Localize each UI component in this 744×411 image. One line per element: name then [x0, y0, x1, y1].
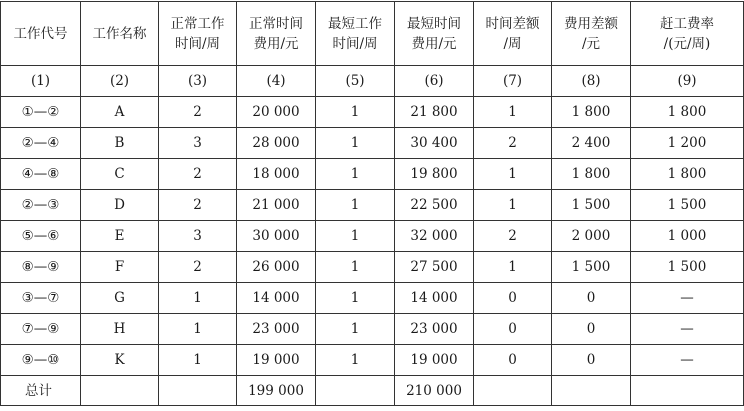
cell-crash-cost: 19 800 — [395, 159, 474, 190]
cell-cost-difference: 1 800 — [552, 97, 631, 128]
total-label: 总计 — [1, 376, 81, 406]
cell-crash-rate: 1 800 — [631, 97, 744, 128]
header-row — [1, 2, 744, 66]
column-index: (1) — [1, 66, 81, 97]
column-index: (3) — [159, 66, 237, 97]
cell-cost-difference: 1 500 — [552, 252, 631, 283]
cell-crash-rate: 1 000 — [631, 221, 744, 252]
cell-work-code: ④—⑧ — [1, 159, 81, 190]
cell-normal-duration: 3 — [159, 128, 237, 159]
column-index: (9) — [631, 66, 744, 97]
table-body — [1, 97, 744, 406]
column-index: (7) — [474, 66, 552, 97]
table-row — [1, 314, 744, 345]
header-work-code: 工作代号 — [1, 2, 81, 66]
cell-crash-rate: — — [631, 283, 744, 314]
cell-normal-duration: 3 — [159, 221, 237, 252]
total-normal-cost: 199 000 — [237, 376, 316, 406]
cell-time-difference: 0 — [474, 314, 552, 345]
cell-normal-cost: 20 000 — [237, 97, 316, 128]
cell-crash-rate: 1 500 — [631, 252, 744, 283]
cell-crash-duration: 1 — [316, 221, 395, 252]
crash-cost-table — [0, 1, 744, 406]
cell-cost-difference: 0 — [552, 283, 631, 314]
table-row — [1, 159, 744, 190]
header-normal-cost: 正常时间 费用/元 — [237, 2, 316, 66]
cell-cost-difference: 1 500 — [552, 190, 631, 221]
total-crash-rate — [631, 376, 744, 406]
total-crash-duration — [316, 376, 395, 406]
cell-crash-cost: 23 000 — [395, 314, 474, 345]
table-row — [1, 252, 744, 283]
header-normal-duration: 正常工作 时间/周 — [159, 2, 237, 66]
cell-normal-duration: 1 — [159, 345, 237, 376]
cell-normal-duration: 1 — [159, 314, 237, 345]
cell-work-name: E — [81, 221, 159, 252]
cell-work-code: ②—④ — [1, 128, 81, 159]
cell-normal-cost: 19 000 — [237, 345, 316, 376]
header-work-name: 工作名称 — [81, 2, 159, 66]
total-time-difference — [474, 376, 552, 406]
total-normal-duration — [159, 376, 237, 406]
cell-work-code: ①—② — [1, 97, 81, 128]
cell-time-difference: 2 — [474, 221, 552, 252]
cell-cost-difference: 0 — [552, 314, 631, 345]
cell-normal-cost: 30 000 — [237, 221, 316, 252]
header-crash-rate: 赶工费率 /(元/周) — [631, 2, 744, 66]
cell-normal-duration: 2 — [159, 159, 237, 190]
header-cost-difference: 费用差额 /元 — [552, 2, 631, 66]
cell-work-name: B — [81, 128, 159, 159]
cell-crash-duration: 1 — [316, 159, 395, 190]
cell-time-difference: 0 — [474, 345, 552, 376]
cell-normal-duration: 2 — [159, 252, 237, 283]
cell-normal-duration: 2 — [159, 97, 237, 128]
cell-time-difference: 1 — [474, 190, 552, 221]
cell-cost-difference: 1 800 — [552, 159, 631, 190]
cell-normal-duration: 1 — [159, 283, 237, 314]
cell-work-name: A — [81, 97, 159, 128]
cell-cost-difference: 0 — [552, 345, 631, 376]
cell-cost-difference: 2 000 — [552, 221, 631, 252]
table-row — [1, 283, 744, 314]
total-cost-difference — [552, 376, 631, 406]
cell-work-code: ⑤—⑥ — [1, 221, 81, 252]
cell-time-difference: 2 — [474, 128, 552, 159]
cell-time-difference: 1 — [474, 252, 552, 283]
cell-crash-duration: 1 — [316, 190, 395, 221]
cell-work-code: ⑨—⑩ — [1, 345, 81, 376]
cell-crash-cost: 22 500 — [395, 190, 474, 221]
cell-work-name: D — [81, 190, 159, 221]
cell-normal-cost: 14 000 — [237, 283, 316, 314]
cell-work-name: H — [81, 314, 159, 345]
cell-crash-duration: 1 — [316, 345, 395, 376]
cell-cost-difference: 2 400 — [552, 128, 631, 159]
cell-work-code: ②—③ — [1, 190, 81, 221]
cell-work-name: F — [81, 252, 159, 283]
header-crash-cost: 最短时间 费用/元 — [395, 2, 474, 66]
cell-crash-rate: 1 200 — [631, 128, 744, 159]
column-index: (2) — [81, 66, 159, 97]
cell-crash-rate: 1 500 — [631, 190, 744, 221]
cell-work-code: ⑧—⑨ — [1, 252, 81, 283]
cell-crash-cost: 30 400 — [395, 128, 474, 159]
cell-normal-cost: 28 000 — [237, 128, 316, 159]
table-row — [1, 221, 744, 252]
cost-table-wrapper — [0, 1, 743, 406]
column-index-row — [1, 66, 744, 97]
cell-crash-rate: — — [631, 314, 744, 345]
cell-crash-cost: 14 000 — [395, 283, 474, 314]
column-index: (4) — [237, 66, 316, 97]
cell-crash-cost: 27 500 — [395, 252, 474, 283]
cell-crash-cost: 21 800 — [395, 97, 474, 128]
cell-work-code: ③—⑦ — [1, 283, 81, 314]
cell-crash-cost: 32 000 — [395, 221, 474, 252]
table-row — [1, 190, 744, 221]
cell-time-difference: 1 — [474, 159, 552, 190]
table-row — [1, 345, 744, 376]
cell-crash-duration: 1 — [316, 252, 395, 283]
header-time-difference: 时间差额 /周 — [474, 2, 552, 66]
total-row — [1, 376, 744, 406]
column-index: (8) — [552, 66, 631, 97]
cell-work-name: C — [81, 159, 159, 190]
cell-crash-duration: 1 — [316, 314, 395, 345]
cell-time-difference: 0 — [474, 283, 552, 314]
table-row — [1, 97, 744, 128]
cell-normal-duration: 2 — [159, 190, 237, 221]
cell-normal-cost: 23 000 — [237, 314, 316, 345]
cell-time-difference: 1 — [474, 97, 552, 128]
cell-crash-rate: — — [631, 345, 744, 376]
cell-work-name: G — [81, 283, 159, 314]
cell-normal-cost: 18 000 — [237, 159, 316, 190]
cell-crash-rate: 1 800 — [631, 159, 744, 190]
total-work-name — [81, 376, 159, 406]
cell-work-code: ⑦—⑨ — [1, 314, 81, 345]
cell-normal-cost: 21 000 — [237, 190, 316, 221]
cell-crash-cost: 19 000 — [395, 345, 474, 376]
total-crash-cost: 210 000 — [395, 376, 474, 406]
cell-crash-duration: 1 — [316, 283, 395, 314]
column-index: (6) — [395, 66, 474, 97]
table-row — [1, 128, 744, 159]
cell-work-name: K — [81, 345, 159, 376]
cell-normal-cost: 26 000 — [237, 252, 316, 283]
column-index: (5) — [316, 66, 395, 97]
cell-crash-duration: 1 — [316, 97, 395, 128]
cell-crash-duration: 1 — [316, 128, 395, 159]
header-crash-duration: 最短工作 时间/周 — [316, 2, 395, 66]
